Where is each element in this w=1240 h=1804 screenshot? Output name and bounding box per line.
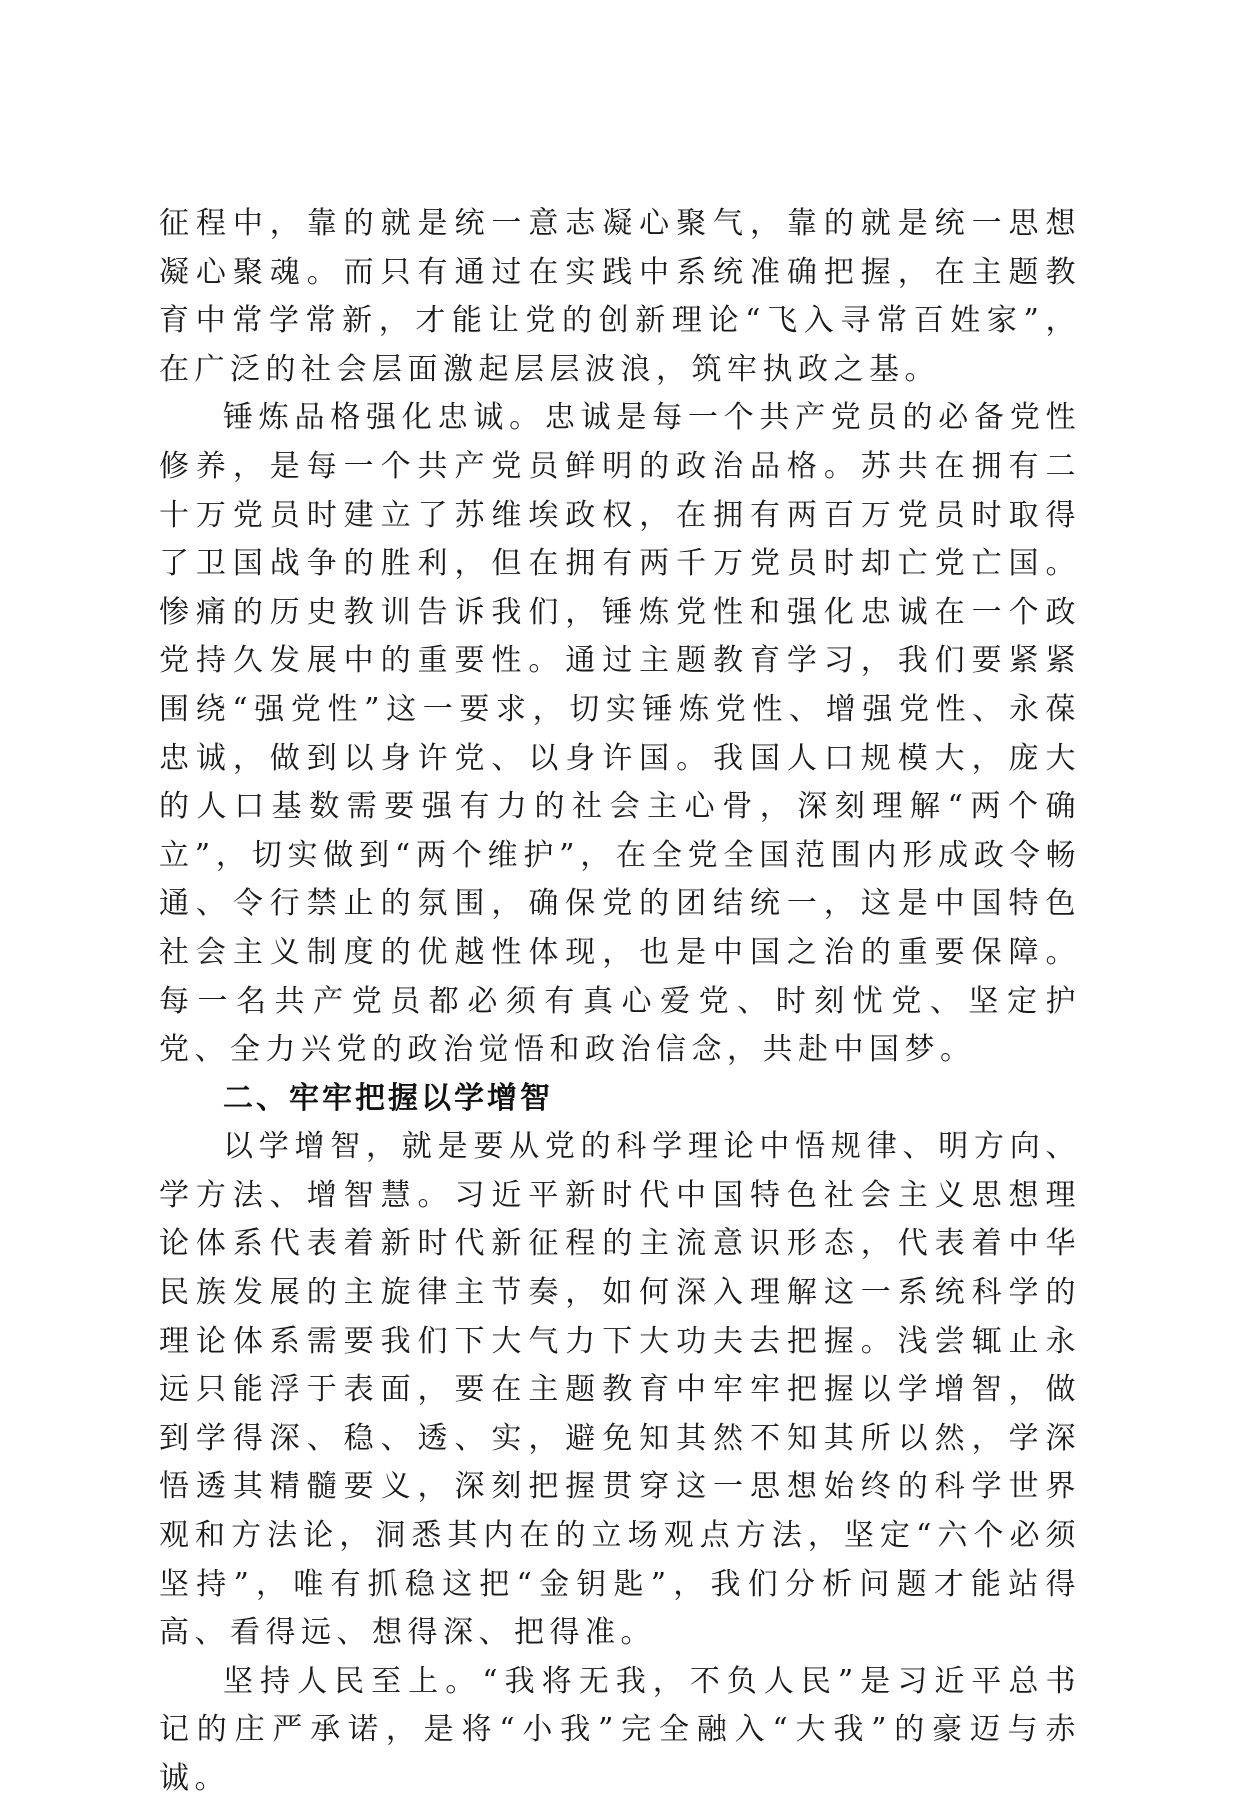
paragraph-loyalty: 锤炼品格强化忠诚。忠诚是每一个共产党员的必备党性修养，是每一个共产党员鲜明的政治品格。苏共在拥有二十万党员时建立了苏维埃政权，在拥有两百万党员时取得了卫国战争的胜利，但在拥有两千万党员时却亡党亡国。惨痛的历史教训告诉我们，锤炼党性和强化忠诚在一个政党持久发展中的重要性。通过主题教育学习，我们要紧紧围绕“强党性”这一要求，切实锤炼党性、增强党性、永葆忠诚，做到以身许党、以身许国。我国人口规模大，庞大的人口基数需要强有力的社会主心骨，深刻理解“两个确立”，切实做到“两个维护”，在全党全国范围内形成政令畅通、令行禁止的氛围，确保党的团结统一，这是中国特色社会主义制度的优越性体现，也是中国之治的重要保障。每一名共产党员都必须有真心爱党、时刻忧党、坚定护党、全力兴党的政治觉悟和政治信念，共赴中国梦。 — [159, 400, 1081, 1068]
paragraph-wisdom: 以学增智，就是要从党的科学理论中悟规律、明方向、学方法、增智慧。习近平新时代中国特色社会主义思想理论体系代表着新时代新征程的主流意识形态，代表着中华民族发展的主旋律主节奏，如何深入理解这一系统科学的理论体系需要我们下大气力下大功夫去把握。浅尝辄止永远只能浮于表面，要在主题教育中牢牢把握以学增智，做到学得深、稳、透、实，避免知其然不知其所以然，学深悟透其精髓要义，深刻把握贯穿这一思想始终的科学世界观和方法论，洞悉其内在的立场观点方法，坚定“六个必须坚持”，唯有抓稳这把“金钥匙”，我们分析问题才能站得高、看得远、想得深、把得准。 — [159, 1129, 1081, 1651]
document-body — [159, 200, 1081, 1804]
paragraph-continuation: 征程中，靠的就是统一意志凝心聚气，靠的就是统一思想凝心聚魂。而只有通过在实践中系统准确把握，在主题教育中常学常新，才能让党的创新理论“飞入寻常百姓家”，在广泛的社会层面激起层层波浪，筑牢执政之基。 — [159, 206, 1081, 387]
paragraph-people-first: 坚持人民至上。“我将无我，不负人民”是习近平总书记的庄严承诺，是将“小我”完全融入“大我”的豪迈与赤诚。 — [159, 1663, 1081, 1796]
section-heading: 二、牢牢把握以学增智 — [223, 1080, 553, 1116]
